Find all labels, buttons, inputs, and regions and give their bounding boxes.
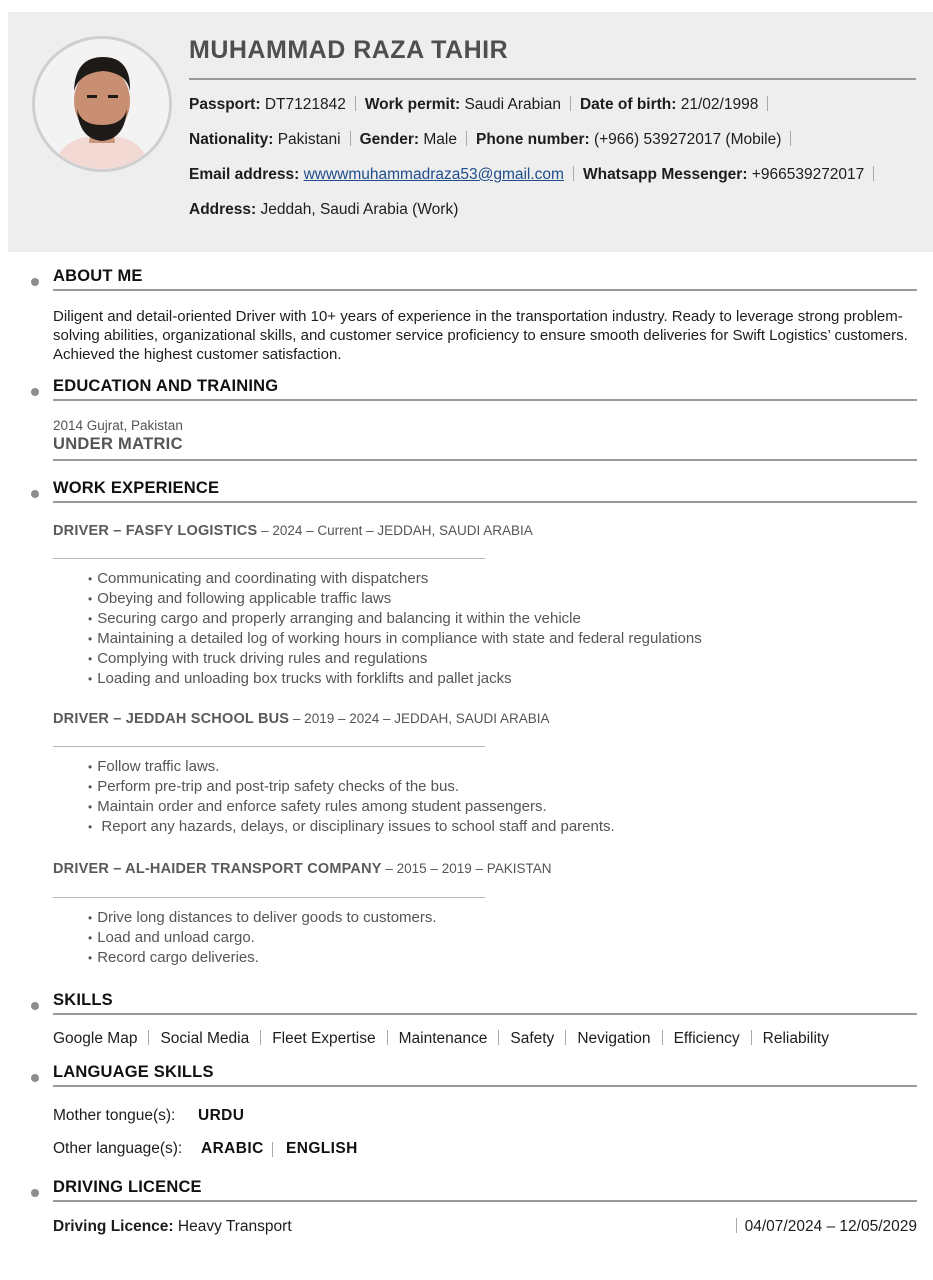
full-name: MUHAMMAD RAZA TAHIR xyxy=(189,36,509,64)
cv-page xyxy=(8,0,933,1280)
licence-dates xyxy=(736,1218,917,1236)
skill-item: Efficiency xyxy=(673,1030,740,1047)
list-item: • Drive long distances to deliver goods to customers. xyxy=(88,908,437,928)
about-title: ABOUT ME xyxy=(53,267,143,285)
section-bullet xyxy=(31,1189,39,1197)
separator xyxy=(873,166,874,181)
list-item: • Follow traffic laws. xyxy=(88,757,615,777)
skill-item: Safety xyxy=(510,1030,555,1047)
job-meta: – 2019 – 2024 – JEDDAH, SAUDI ARABIA xyxy=(289,711,550,726)
job-title xyxy=(53,711,550,727)
skill-item: Nevigation xyxy=(577,1030,651,1047)
licence-value: Heavy Transport xyxy=(177,1218,292,1235)
nationality-label: Nationality: xyxy=(189,131,274,148)
job-duties xyxy=(88,757,615,837)
section-divider xyxy=(53,289,917,291)
list-item: • Maintain order and enforce safety rules among student passengers. xyxy=(88,797,615,817)
separator xyxy=(387,1030,388,1045)
mother-tongue-value: URDU xyxy=(198,1107,245,1124)
whatsapp-label: Whatsapp Messenger: xyxy=(582,166,748,183)
phone-label: Phone number: xyxy=(475,131,590,148)
education-meta: 2014 Gujrat, Pakistan xyxy=(53,418,183,433)
whatsapp-value: +966539272017 xyxy=(751,166,865,183)
nationality-value: Pakistani xyxy=(277,131,341,148)
cv-header xyxy=(8,12,933,252)
gender-value: Male xyxy=(423,131,457,148)
separator xyxy=(466,131,467,146)
separator xyxy=(148,1030,149,1045)
licence-title: DRIVING LICENCE xyxy=(53,1178,202,1196)
section-divider xyxy=(53,1085,917,1087)
licence-label: Driving Licence: xyxy=(53,1218,174,1235)
profile-photo xyxy=(32,36,172,172)
section-bullet xyxy=(31,1074,39,1082)
email-link[interactable]: wwwwmuhammadraza53@gmail.com xyxy=(303,166,564,183)
work-permit-value: Saudi Arabian xyxy=(464,96,561,113)
section-bullet xyxy=(31,1002,39,1010)
name-divider xyxy=(189,78,916,80)
education-degree: UNDER MATRIC xyxy=(53,435,183,453)
passport-value: DT7121842 xyxy=(264,96,346,113)
separator xyxy=(751,1030,752,1045)
separator xyxy=(573,166,574,181)
skill-item: Maintenance xyxy=(398,1030,488,1047)
info-row-3 xyxy=(189,166,883,184)
languages-title: LANGUAGE SKILLS xyxy=(53,1063,214,1081)
address-value: Jeddah, Saudi Arabia (Work) xyxy=(260,201,459,218)
job-role: DRIVER – AL-HAIDER TRANSPORT COMPANY xyxy=(53,861,382,877)
person-avatar-icon xyxy=(35,39,169,169)
email-label: Email address: xyxy=(189,166,300,183)
separator xyxy=(565,1030,566,1045)
job-divider xyxy=(53,897,485,898)
mother-tongue-label: Mother tongue(s): xyxy=(53,1107,176,1124)
skill-item: Fleet Expertise xyxy=(272,1030,376,1047)
passport-label: Passport: xyxy=(189,96,261,113)
address-label: Address: xyxy=(189,201,257,218)
separator xyxy=(498,1030,499,1045)
section-bullet xyxy=(31,278,39,286)
skill-item: Social Media xyxy=(160,1030,250,1047)
section-bullet xyxy=(31,490,39,498)
job-divider xyxy=(53,746,485,747)
education-divider xyxy=(53,459,917,461)
about-text: Diligent and detail-oriented Driver with 10+ years of experience in the transportation industry. Ready to leverage strong problem-solving abilities, organizational skills, and customer service proficiency to ensure smooth deliveries for Swift Logistics’ customers. Achieved the highest customer satisfaction. xyxy=(53,308,908,363)
licence-row xyxy=(53,1218,292,1236)
list-item: • Complying with truck driving rules and regulations xyxy=(88,649,702,669)
job-duties xyxy=(88,569,702,689)
separator xyxy=(355,96,356,111)
section-divider xyxy=(53,501,917,503)
job-title xyxy=(53,861,552,877)
list-item: • Communicating and coordinating with dispatchers xyxy=(88,569,702,589)
separator xyxy=(736,1218,737,1233)
separator xyxy=(350,131,351,146)
work-permit-label: Work permit: xyxy=(364,96,461,113)
separator xyxy=(662,1030,663,1045)
job-meta: – 2015 – 2019 – PAKISTAN xyxy=(381,861,552,876)
section-divider xyxy=(53,399,917,401)
job-role: DRIVER – JEDDAH SCHOOL BUS xyxy=(53,711,290,727)
info-row-2 xyxy=(189,131,800,149)
list-item: • Loading and unloading box trucks with forklifts and pallet jacks xyxy=(88,669,702,689)
licence-validity: 04/07/2024 – 12/05/2029 xyxy=(744,1218,917,1235)
other-language-item: ENGLISH xyxy=(286,1140,358,1157)
skills-title: SKILLS xyxy=(53,991,113,1009)
education-title: EDUCATION AND TRAINING xyxy=(53,377,279,395)
job-duties xyxy=(88,908,437,968)
separator xyxy=(767,96,768,111)
section-bullet xyxy=(31,388,39,396)
dob-label: Date of birth: xyxy=(579,96,677,113)
separator xyxy=(570,96,571,111)
gender-label: Gender: xyxy=(359,131,420,148)
info-row-1 xyxy=(189,96,777,114)
skills-list xyxy=(53,1030,829,1048)
list-item: • Perform pre-trip and post-trip safety checks of the bus. xyxy=(88,777,615,797)
job-meta: – 2024 – Current – JEDDAH, SAUDI ARABIA xyxy=(257,523,533,538)
other-languages-label: Other language(s): xyxy=(53,1140,183,1157)
other-language-item: ARABIC xyxy=(201,1140,264,1157)
list-item: • Report any hazards, delays, or disciplinary issues to school staff and parents. xyxy=(88,817,615,837)
list-item: • Securing cargo and properly arranging and balancing it within the vehicle xyxy=(88,609,702,629)
list-item: • Record cargo deliveries. xyxy=(88,948,437,968)
list-item: • Obeying and following applicable traffic laws xyxy=(88,589,702,609)
dob-value: 21/02/1998 xyxy=(680,96,759,113)
section-divider xyxy=(53,1200,917,1202)
list-item: • Load and unload cargo. xyxy=(88,928,437,948)
job-divider xyxy=(53,558,485,559)
job-role: DRIVER – FASFY LOGISTICS xyxy=(53,523,258,539)
skill-item: Reliability xyxy=(762,1030,829,1047)
separator xyxy=(790,131,791,146)
list-item: • Maintaining a detailed log of working hours in compliance with state and federal regulations xyxy=(88,629,702,649)
separator xyxy=(260,1030,261,1045)
section-divider xyxy=(53,1013,917,1015)
phone-value: (+966) 539272017 (Mobile) xyxy=(593,131,782,148)
info-row-4 xyxy=(189,201,458,219)
work-title: WORK EXPERIENCE xyxy=(53,479,220,497)
skill-item: Google Map xyxy=(53,1030,138,1047)
separator xyxy=(272,1142,273,1157)
job-title xyxy=(53,523,533,539)
